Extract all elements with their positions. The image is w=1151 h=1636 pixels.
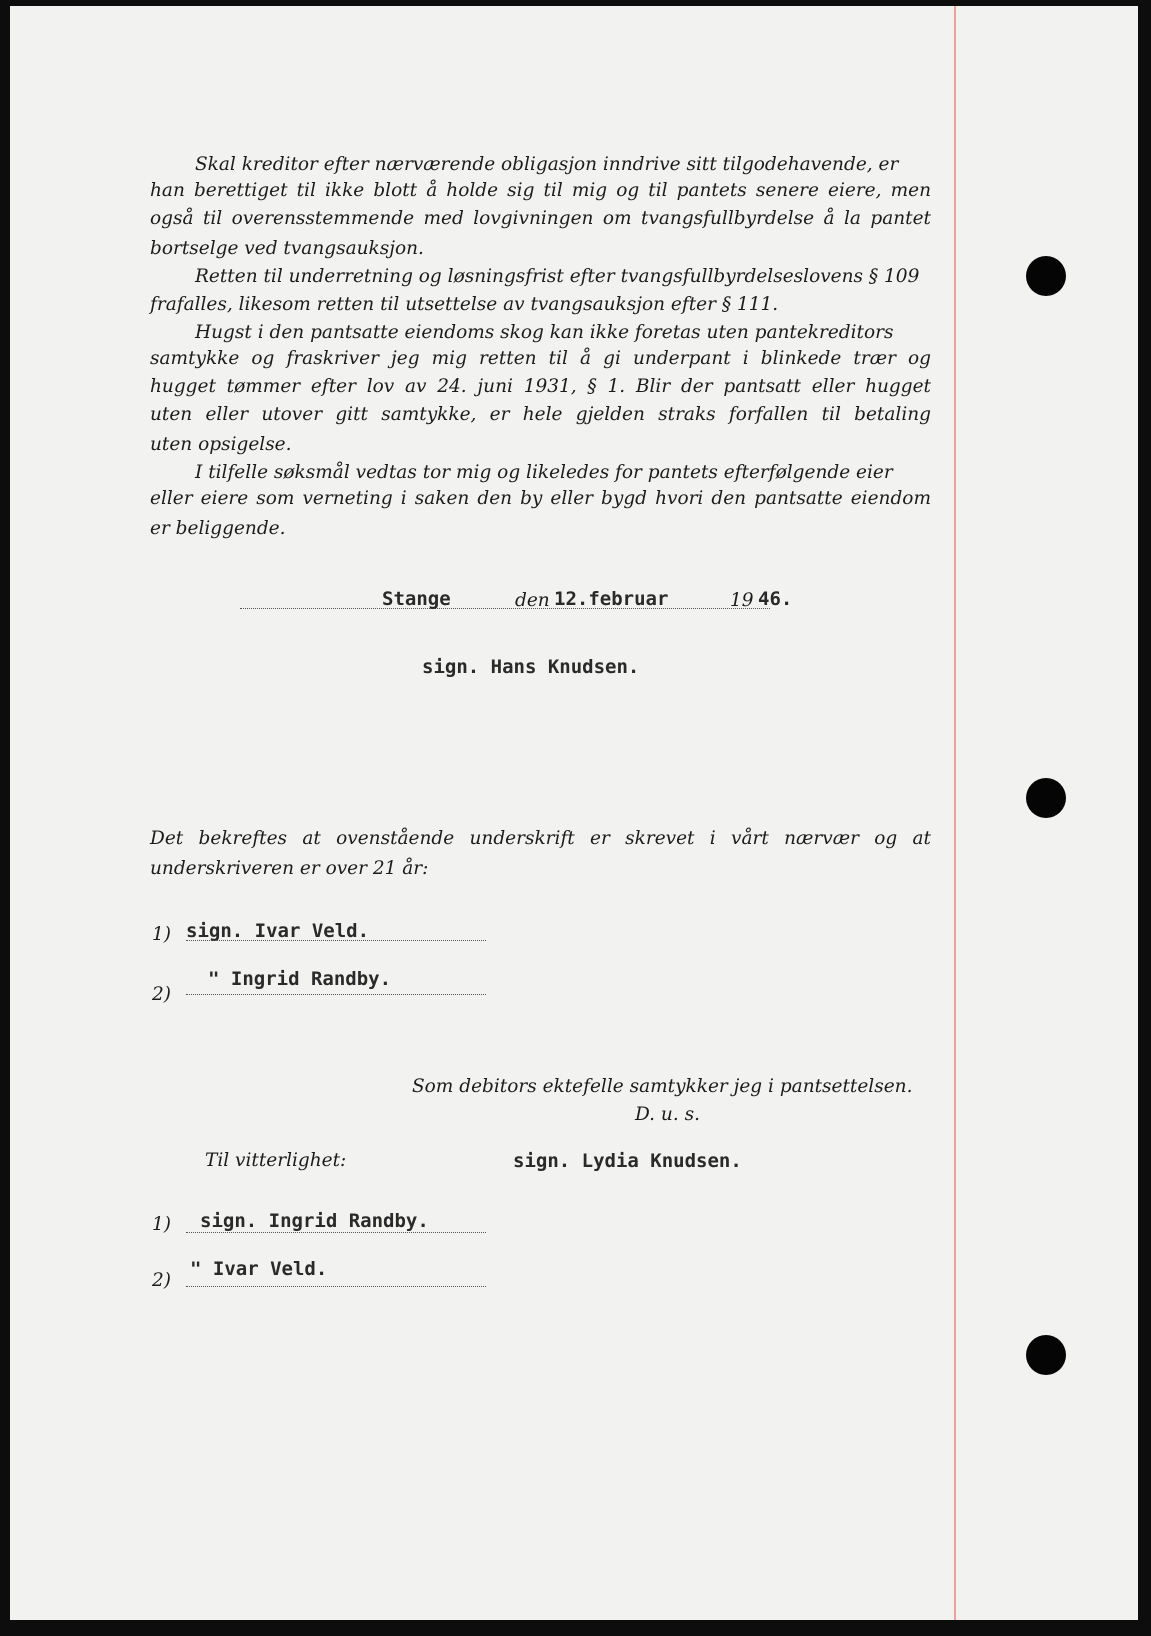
dus: D. u. s.	[635, 1104, 700, 1125]
signature-dots	[186, 1286, 486, 1287]
punch-hole	[1026, 778, 1066, 818]
paragraph-line: I tilfelle søksmål vedtas tor mig og likeledes for pantets efterfølgende eier	[195, 462, 893, 483]
signature-dots	[186, 994, 486, 995]
dateline-year-suffix: 46.	[758, 588, 793, 610]
witness-number: 1)	[152, 924, 171, 945]
paragraph-line: Retten til underretning og løsningsfrist efter tvangsfullbyrdelseslovens § 109	[195, 266, 920, 287]
margin-line	[954, 6, 956, 1620]
dateline-dots	[240, 608, 770, 609]
paragraph-line: frafalles, likesom retten til utsettelse av tvangsauksjon efter § 111.	[150, 294, 779, 315]
punch-hole	[1026, 1335, 1066, 1375]
debtor-signature: sign. Hans Knudsen.	[422, 656, 640, 678]
dateline-year-prefix: 19	[730, 590, 754, 611]
witness-name: sign. Ingrid Randby.	[200, 1210, 429, 1232]
paragraph-line: uten eller utover gitt samtykke, er hele gjelden straks forfallen til betaling	[150, 404, 931, 425]
spouse-signature: sign. Lydia Knudsen.	[513, 1150, 742, 1172]
paragraph-line: samtykke og fraskriver jeg mig retten til å gi underpant i blinkede trær og	[150, 348, 931, 369]
witness-number: 1)	[152, 1214, 171, 1235]
witness-number: 2)	[152, 1270, 171, 1291]
document-page	[10, 6, 1138, 1620]
til-vitterlighet: Til vitterlighet:	[205, 1150, 347, 1171]
witness-name: " Ivar Veld.	[190, 1258, 328, 1280]
paragraph-line: også til overensstemmende med lovgivningen om tvangsfullbyrdelse å la pantet	[150, 208, 931, 229]
paragraph-line: hugget tømmer efter lov av 24. juni 1931, § 1. Blir der pantsatt eller hugget	[150, 376, 931, 397]
paragraph-line: bortselge ved tvangsauksjon.	[150, 238, 424, 259]
paragraph-line: eller eiere som verneting i saken den by eller bygd hvori den pantsatte eiendom	[150, 488, 931, 509]
paragraph-line: Skal kreditor efter nærværende obligasjon inndrive sitt tilgodehavende, er	[195, 154, 899, 175]
dateline-date: 12.februar	[554, 588, 669, 610]
spouse-consent: Som debitors ektefelle samtykker jeg i pantsettelsen.	[412, 1076, 913, 1097]
witness-name: sign. Ivar Veld.	[186, 920, 370, 942]
signature-dots	[186, 940, 486, 941]
witness-statement-line: Det bekreftes at ovenstående underskrift er skrevet i vårt nærvær og at	[150, 828, 931, 849]
paragraph-line: han berettiget til ikke blott å holde sig til mig og til pantets senere eiere, men	[150, 180, 931, 201]
paragraph-line: Hugst i den pantsatte eiendoms skog kan ikke foretas uten pantekreditors	[195, 322, 894, 343]
dateline-den: den	[515, 590, 550, 611]
punch-hole	[1026, 256, 1066, 296]
signature-dots	[186, 1232, 486, 1233]
dateline-place: Stange	[382, 588, 451, 610]
paragraph-line: uten opsigelse.	[150, 434, 292, 455]
paragraph-line: er beliggende.	[150, 518, 286, 539]
witness-statement-line: underskriveren er over 21 år:	[150, 858, 429, 879]
witness-name: " Ingrid Randby.	[208, 968, 392, 990]
witness-number: 2)	[152, 984, 171, 1005]
